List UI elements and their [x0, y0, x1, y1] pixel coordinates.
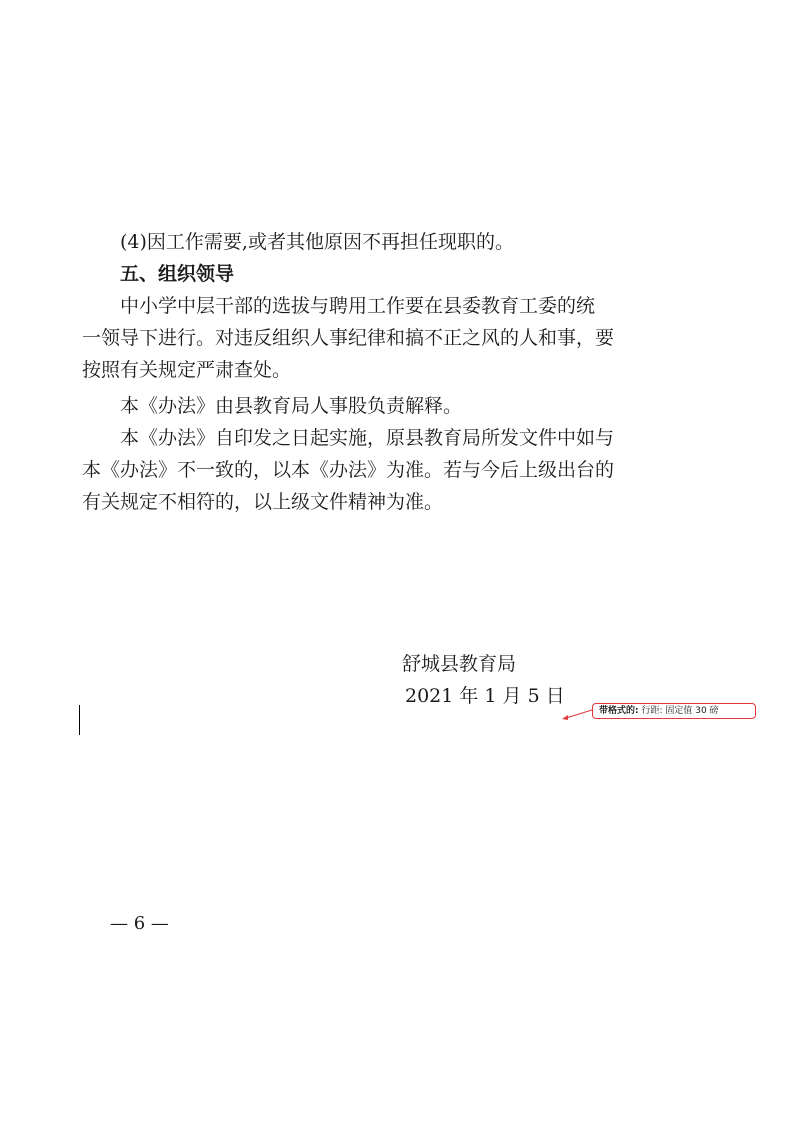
comment-connector-arrow [560, 706, 594, 722]
paragraph-line: 中小学中层干部的选拔与聘用工作要在县委教育工委的统 [120, 295, 596, 317]
text-cursor [79, 705, 80, 735]
paragraph-item-4: (4)因工作需要,或者其他原因不再担任现职的。 [120, 231, 514, 253]
section-heading-organization: 五、组织领导 [120, 263, 235, 285]
paragraph-line: 本《办法》自印发之日起实施，原县教育局所发文件中如与 [120, 427, 615, 449]
paragraph-line: 本《办法》不一致的，以本《办法》为准。若与今后上级出台的 [82, 459, 615, 481]
paragraph-line: 按照有关规定严肃查处。 [82, 359, 292, 381]
comment-text: 行距: 固定值 30 磅 [641, 706, 719, 716]
format-change-comment[interactable] [592, 703, 756, 719]
paragraph-line: 一领导下进行。对违反组织人事纪律和搞不正之风的人和事，要 [82, 327, 615, 349]
comment-label: 带格式的: [599, 706, 639, 716]
signature-org: 舒城县教育局 [402, 653, 517, 675]
paragraph-line: 有关规定不相符的，以上级文件精神为准。 [82, 491, 444, 513]
signature-date: 2021 年 1 月 5 日 [405, 685, 565, 707]
page-number: — 6 — [110, 913, 169, 934]
paragraph-line: 本《办法》由县教育局人事股负责解释。 [120, 395, 463, 417]
